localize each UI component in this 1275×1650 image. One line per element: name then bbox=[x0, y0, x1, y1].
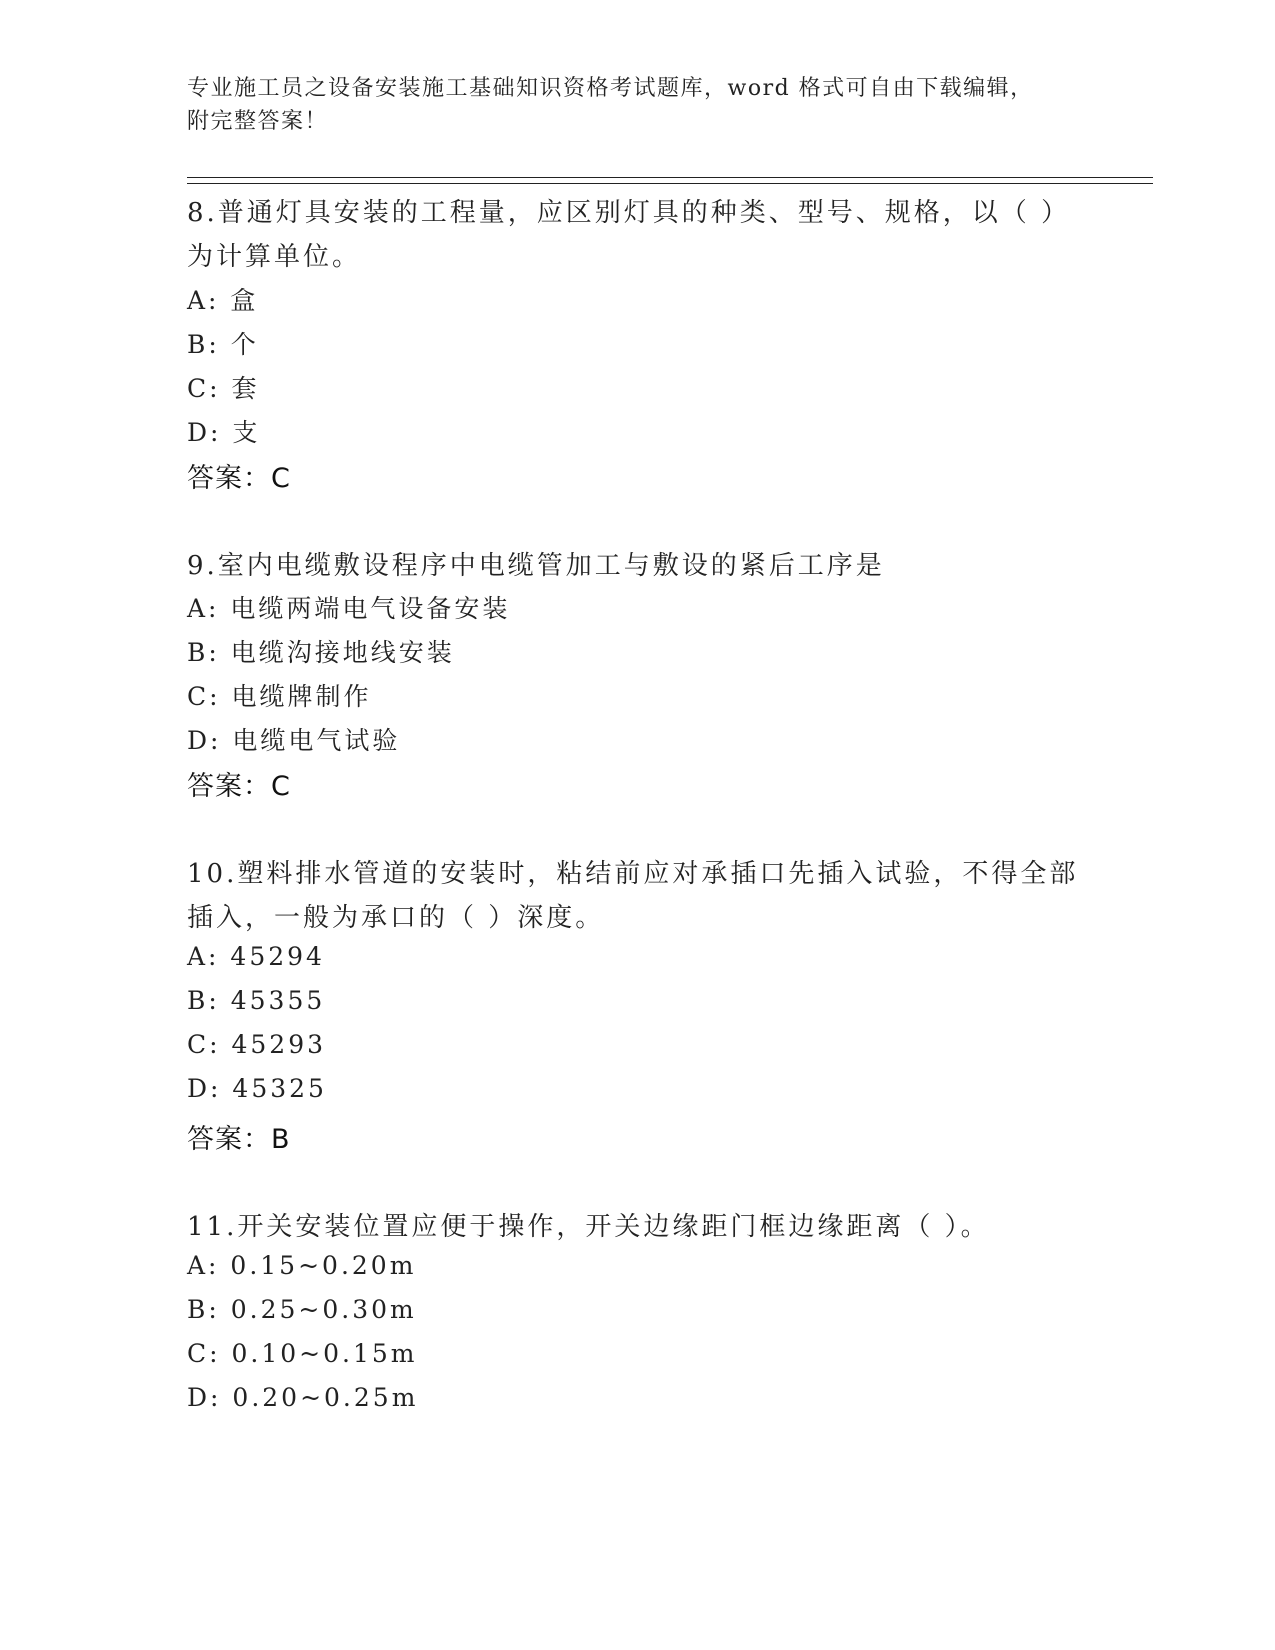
question-10-answer: 答案：B bbox=[187, 1124, 291, 1155]
question-10-option-c: C: 45293 bbox=[187, 1030, 327, 1059]
question-10-option-a: A: 45294 bbox=[187, 942, 325, 971]
question-9-answer: 答案：C bbox=[187, 771, 291, 802]
question-11-option-d: D: 0.20~0.25m bbox=[187, 1383, 419, 1412]
question-11-option-c: C: 0.10~0.15m bbox=[187, 1339, 418, 1368]
question-11-option-a: A: 0.15~0.20m bbox=[187, 1251, 417, 1280]
question-9-option-d: D: 电缆电气试验 bbox=[187, 726, 401, 755]
question-9-stem: 9.室内电缆敷设程序中电缆管加工与敷设的紧后工序是 bbox=[187, 551, 885, 581]
question-8-option-b: B: 个 bbox=[187, 330, 259, 359]
question-8-stem: 为计算单位。 bbox=[187, 242, 362, 272]
header-line: 附完整答案！ bbox=[187, 109, 329, 134]
question-8-option-c: C: 套 bbox=[187, 374, 260, 403]
question-9-option-b: B: 电缆沟接地线安装 bbox=[187, 638, 455, 667]
header-line: 专业施工员之设备安装施工基础知识资格考试题库，word 格式可自由下载编辑， bbox=[187, 76, 1034, 101]
question-8-option-d: D: 支 bbox=[187, 418, 261, 447]
question-9-option-a: A: 电缆两端电气设备安装 bbox=[187, 594, 511, 623]
question-11-option-b: B: 0.25~0.30m bbox=[187, 1295, 417, 1324]
question-10-option-b: B: 45355 bbox=[187, 986, 326, 1015]
question-8-answer: 答案：C bbox=[187, 463, 291, 494]
question-8-stem: 8.普通灯具安装的工程量，应区别灯具的种类、型号、规格，以（ ） bbox=[187, 198, 1071, 228]
question-10-stem: 10.塑料排水管道的安装时，粘结前应对承插口先插入试验，不得全部 bbox=[187, 859, 1079, 889]
question-11-stem: 11.开关安装位置应便于操作，开关边缘距门框边缘距离（ ）。 bbox=[187, 1212, 990, 1242]
header-divider bbox=[187, 183, 1153, 184]
question-10-option-d: D: 45325 bbox=[187, 1074, 327, 1103]
question-9-option-c: C: 电缆牌制作 bbox=[187, 682, 372, 711]
header-divider bbox=[187, 177, 1153, 178]
question-10-stem: 插入，一般为承口的（ ）深度。 bbox=[187, 903, 605, 933]
document-header bbox=[187, 72, 1067, 138]
question-8-option-a: A: 盒 bbox=[187, 286, 259, 315]
